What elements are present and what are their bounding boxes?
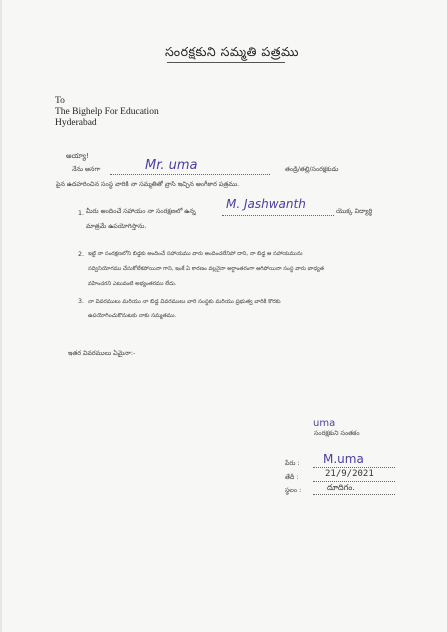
parent-name-handwritten: Mr. uma bbox=[145, 158, 198, 173]
line2: పైన ఉదహరించిన సంస్థ వారికి నా సమ్మతితో వ్రాసి ఇచ్చిన అంగీకార పత్రము. bbox=[56, 181, 240, 188]
line1-dotted bbox=[110, 174, 270, 175]
place-value-handwritten: దూదిగం. bbox=[327, 483, 355, 492]
date-value-handwritten: 21/9/2021 bbox=[325, 469, 374, 479]
place-dotted bbox=[313, 494, 395, 495]
point-1-suffix: యొక్క విద్యార్థి bbox=[336, 208, 373, 215]
date-label: తేదీ : bbox=[285, 474, 299, 481]
point-2-line2: సద్వినియోగము చేసుకోలేకపోయినా గాని, ఇంకే ఏ కారణం వల్లనైనా అర్ధాంతరంగా ఆగిపోయినా సంస్థ వారు బాధ్యత bbox=[88, 266, 324, 272]
other-details-label: ఇతర వివరములు ఏమైనా:- bbox=[68, 350, 136, 357]
point-1-dotted bbox=[222, 215, 334, 216]
point-2-line3: వహించరని ఎటువంటి అభ్యంతరము లేదు. bbox=[88, 281, 177, 287]
address-city: Hyderabad bbox=[55, 118, 97, 128]
line1-prefix: నేను అనగా bbox=[72, 166, 101, 173]
name-dotted bbox=[313, 467, 395, 468]
salutation: అయ్యా! bbox=[66, 152, 89, 160]
point-1-prefix: మీరు అందించే సహాయం నా సంరక్షణలో ఉన్న bbox=[86, 208, 196, 215]
point-3-number: 3. bbox=[78, 298, 85, 305]
point-2-line1: ఇట్టి నా సంరక్షణలోని బిడ్డకు అందించే సహాయము వారు అందించలేనిపో దాని, నా బిడ్డ ఆ సహాయమును bbox=[88, 251, 303, 257]
place-label: స్థలం : bbox=[285, 487, 302, 494]
page-edge bbox=[0, 0, 2, 632]
address-org: The Bighelp For Education bbox=[55, 107, 159, 117]
child-name-handwritten: M. Jashwanth bbox=[226, 197, 306, 211]
signature-label: సంరక్షకుని సంతకం bbox=[314, 430, 360, 437]
point-3-line2: ఉపయోగించుకొనుటకు నాకు సమ్మతము. bbox=[88, 313, 177, 319]
document-title: సంరక్షకుని సమ్మతి పత్రము bbox=[165, 44, 299, 59]
name-value-handwritten: M.uma bbox=[323, 452, 364, 466]
line1-suffix: తండ్రి/తల్లి/సంరక్షకుడు bbox=[285, 166, 339, 173]
signature-handwritten: uma bbox=[313, 418, 336, 429]
title-underline bbox=[167, 62, 285, 63]
address-to: To bbox=[55, 96, 65, 106]
point-2-number: 2. bbox=[78, 251, 85, 258]
name-label: పేరు : bbox=[285, 460, 300, 467]
point-1-number: 1. bbox=[78, 210, 85, 217]
point-3-line1: నా వివరములు మరియు నా బిడ్డ వివరములు వారి సంస్థకు మరియు ప్రభుత్వ వారికి కొరకు bbox=[88, 299, 281, 305]
point-1-line2: మాత్రమే ఉపయోగిస్తాను. bbox=[86, 223, 147, 230]
date-dotted bbox=[313, 481, 395, 482]
